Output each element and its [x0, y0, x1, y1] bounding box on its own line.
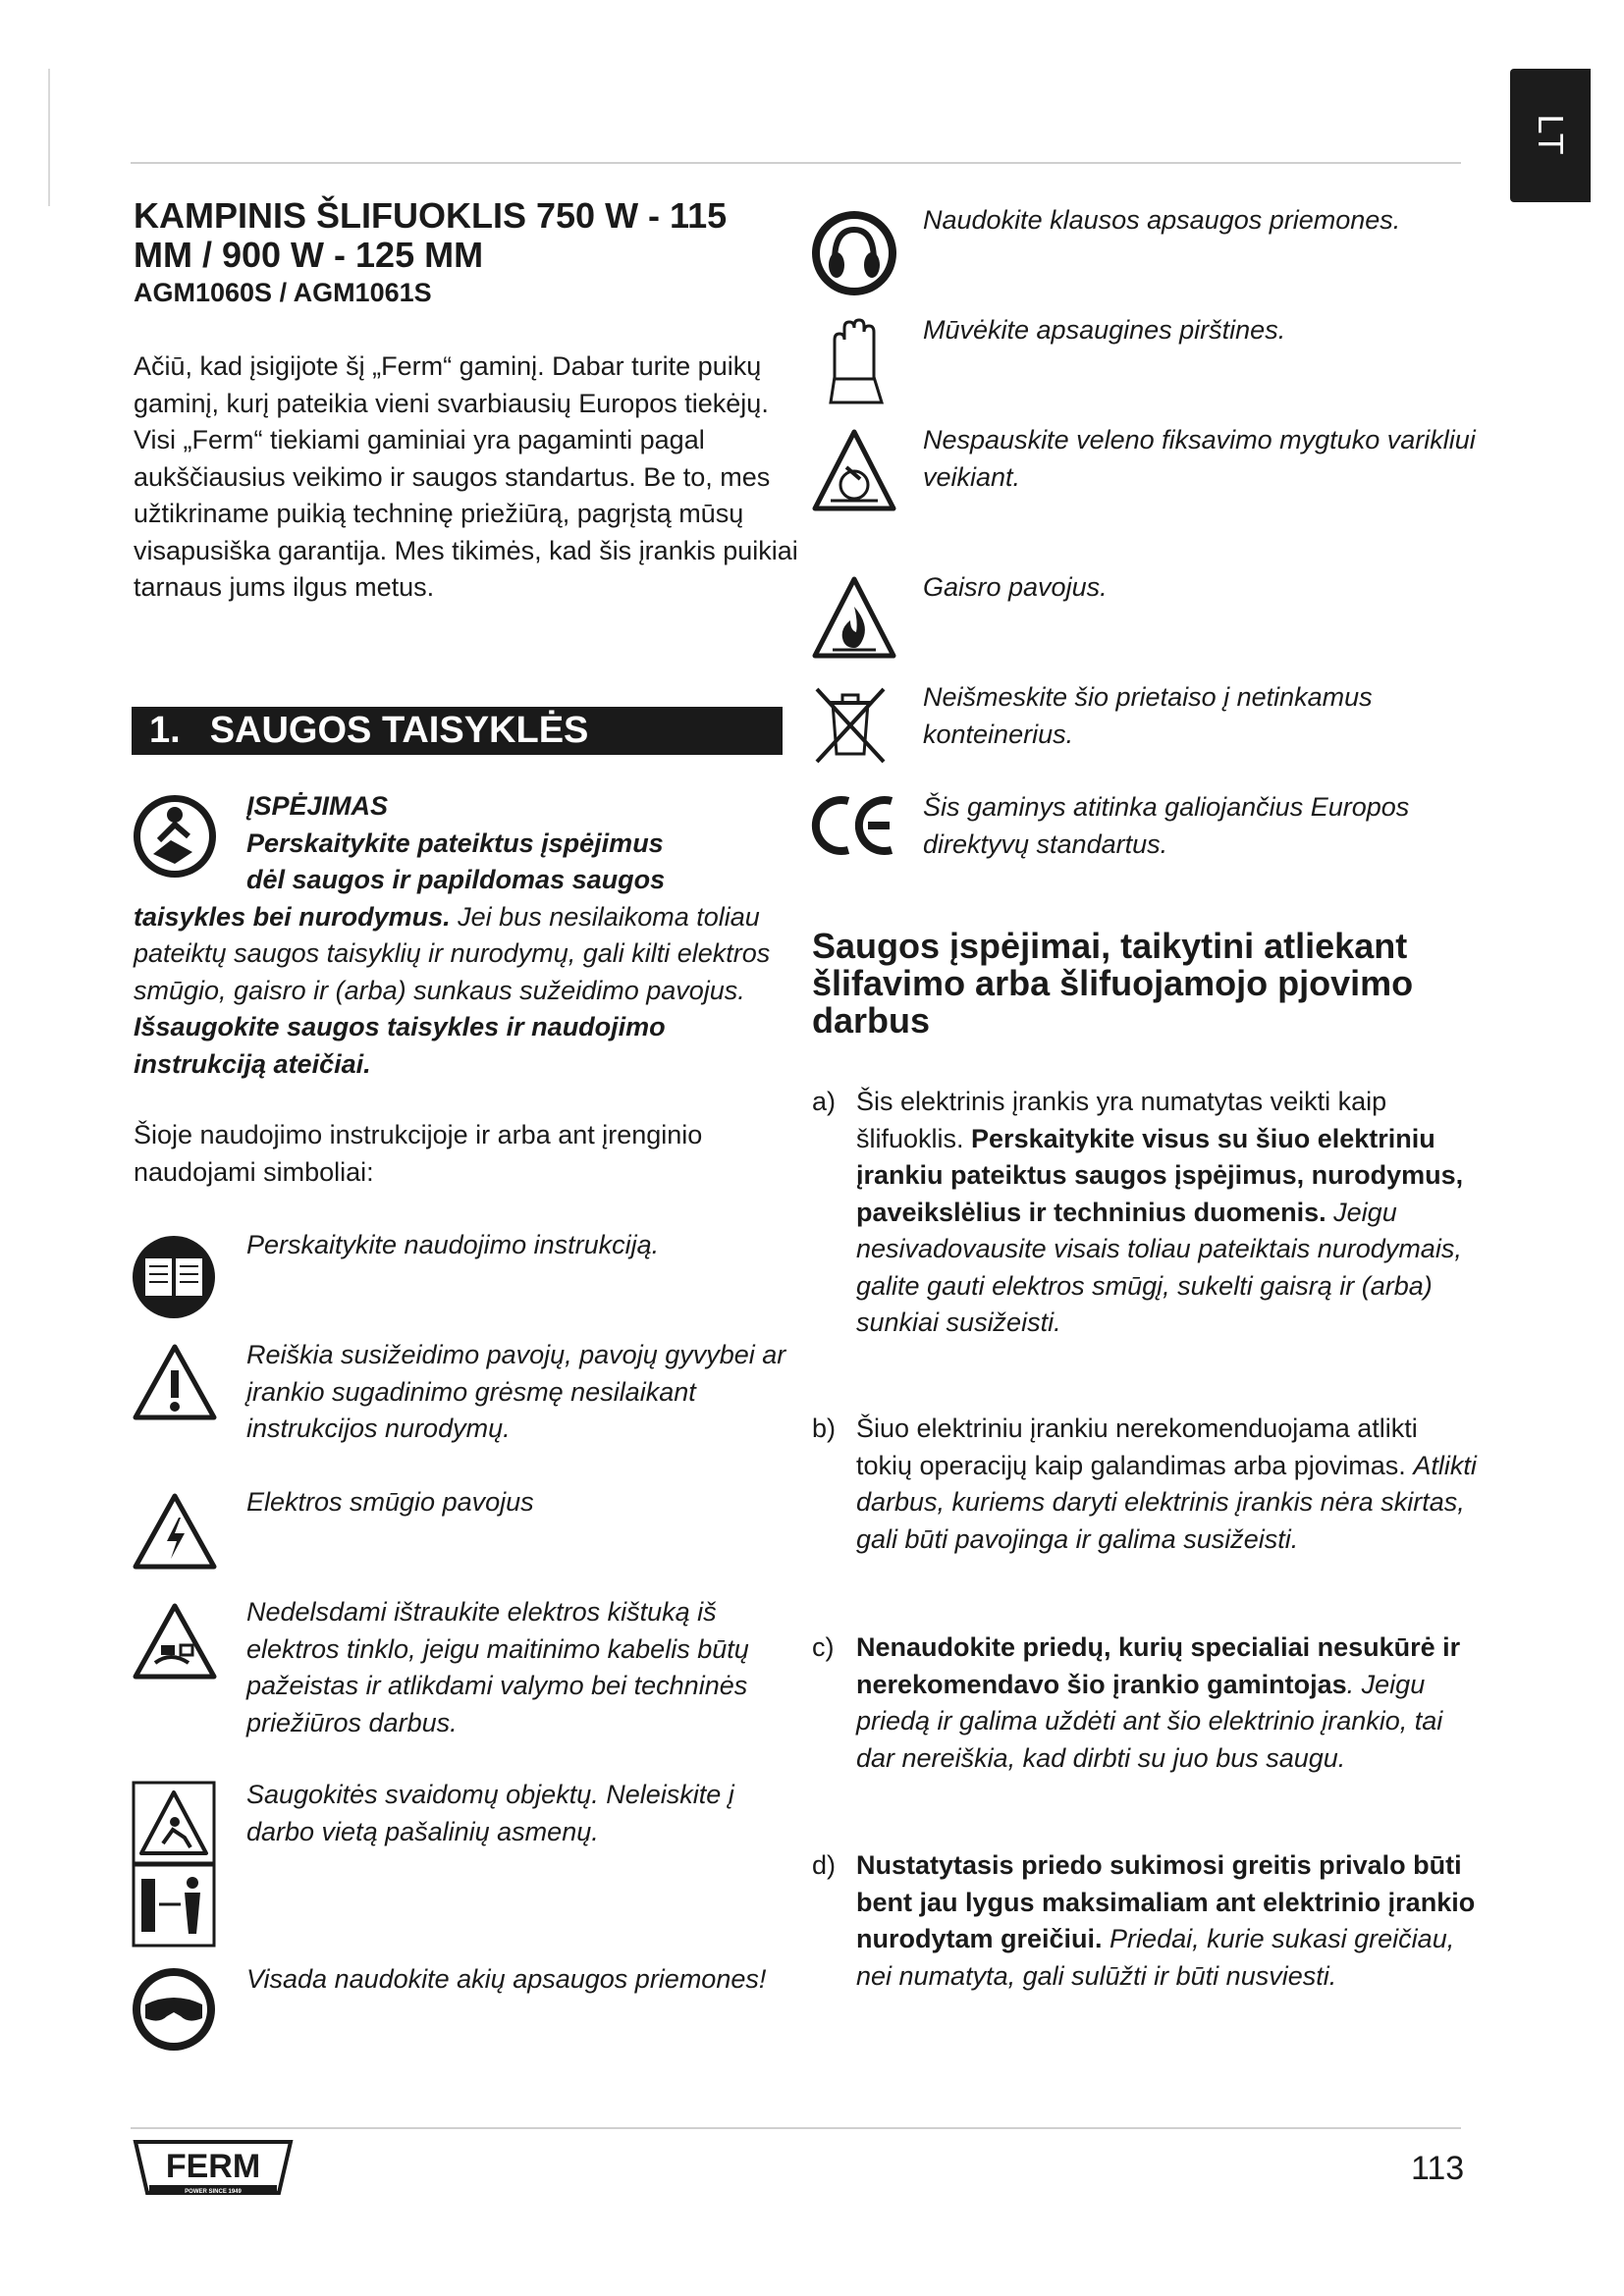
symbol-text-spindle: Nespauskite veleno fiksavimo mygtuko varikliui veikiant. [923, 425, 1476, 492]
eye-protection-icon [132, 1967, 216, 2052]
fire-hazard-icon [811, 575, 897, 660]
symbol-text-flying: Saugokitės svaidomų objektų. Neleiskite į darbo vietą pašalinių asmenų. [246, 1780, 734, 1846]
ferm-logo [132, 2138, 295, 2201]
page-title: KAMPINIS ŠLIFUOKLIS 750 W - 115 MM / 900 W - 125 MM [134, 195, 728, 275]
symbol-text-bin: Neišmeskite šio prietaiso į netinkamus konteinerius. [923, 682, 1373, 749]
model-numbers: AGM1060S / AGM1061S [134, 278, 432, 307]
warning-body: Jei bus nesilaikoma toliau pateiktų saugos taisyklių ir nurodymų, gali kilti elektros smūgio, gaisro ir (arba) sunkaus sužeidimo pavojus. [134, 901, 771, 1005]
electric-shock-icon [132, 1492, 218, 1571]
list-item-b: b) Šiuo elektriniu įrankiu nerekomenduojama atlikti tokių operacijų kaip galandimas arba pjovimas. Atlikti darbus, kuriems daryti elektrinis įrankis nėra skirtas, gali būti pavojinga ir galima susižeisti. [812, 1411, 1480, 1558]
crossed-bin-icon [811, 685, 890, 766]
gloves-icon [821, 318, 890, 406]
warning-block [134, 788, 801, 1083]
warning-line-3: taisykles bei nurodymus. [134, 901, 451, 932]
section-number: 1. [149, 710, 181, 751]
flying-objects-icon [132, 1781, 216, 1948]
item-label: b) [812, 1414, 837, 1443]
ce-mark-icon [811, 793, 897, 858]
logo-tagline: POWER SINCE 1949 [185, 2189, 242, 2195]
language-tab [1510, 69, 1591, 202]
symbol-text-warning: Reiškia susižeidimo pavojų, pavojų gyvybei ar įrankio sugadinimo grėsmę nesilaikant instrukcijos nurodymų. [246, 1340, 786, 1443]
logo-text: FERM [165, 2148, 261, 2185]
list-item-c: c) Nenaudokite priedų, kurių specialiai nesukūrė ir nerekomendavo šio įrankio gamintojas. Jeigu priedą ir galima uždėti ant šio elektrinio įrankio, tai dar nereiškia, kad dirbti su juo bus saugu. [812, 1629, 1480, 1777]
symbol-text-gloves: Mūvėkite apsaugines pirštines. [923, 315, 1286, 345]
subheading: Saugos įspėjimai, taikytini atliekant šlifavimo arba šlifuojamojo pjovimo darbus [812, 926, 1414, 1041]
warning-heading: ĮSPĖJIMAS [246, 791, 389, 821]
symbol-text-electric: Elektros smūgio pavojus [246, 1487, 534, 1517]
warning-keep-instructions: Išsaugokite saugos taisykles ir naudojimo instrukciją ateičiai. [134, 1012, 666, 1079]
warning-line-1: Perskaitykite pateiktus įspėjimus [246, 828, 664, 858]
language-code: LT [1531, 114, 1571, 157]
intro-paragraph: Ačiū, kad įsigijote šį „Ferm“ gaminį. Dabar turite puikų gaminį, kurį pateikia vieni svarbiausių Europos tiekėjų. Visi „Ferm“ tiekiami gaminiai yra pagaminti pagal aukščiausius veikimo ir saugos standartus. Be to, mes užtikriname puikią techninę priežiūrą, pagrįstą mūsų visapusiška garantija. Mes tikimės, kad šis įrankis puikiai tarnaus jums ilgus metus. [134, 351, 798, 602]
section-heading [132, 707, 783, 755]
item-label: c) [812, 1632, 835, 1662]
symbol-text-fire: Gaisro pavojus. [923, 572, 1108, 602]
page-number: 113 [1411, 2150, 1465, 2187]
list-item-a: a) Šis elektrinis įrankis yra numatytas veikti kaip šlifuoklis. Perskaitykite visus su šiuo elektriniu įrankiu pateiktus saugos įspėjimus, nurodymus, paveikslėlius ir techninius duomenis. Jeigu nesivadovausite visais toliau pateiktais nurodymais, galite gauti elektros smūgį, sukelti gaisrą ir (arba) sunkiai susižeisti. [812, 1084, 1480, 1342]
unplug-icon [132, 1602, 218, 1681]
symbol-text-unplug: Nedelsdami ištraukite elektros kištuką iš elektros tinklo, jeigu maitinimo kabelis būtų pažeistas ir atlikdami valymo bei techninės priežiūros darbus. [246, 1597, 749, 1737]
symbol-text-ears: Naudokite klausos apsaugos priemones. [923, 205, 1401, 235]
header-rule [131, 162, 1461, 164]
ear-protection-icon [811, 210, 897, 296]
symbols-intro: Šioje naudojimo instrukcijoje ir arba ant įrenginio naudojami simboliai: [134, 1120, 703, 1187]
symbol-text-eyes: Visada naudokite akių apsaugos priemones! [246, 1964, 767, 1994]
item-label: d) [812, 1850, 837, 1880]
list-item-d: d) Nustatytasis priedo sukimosi greitis privalo būti bent jau lygus maksimaliam ant elektrinio įrankio nurodytam greičiui. Priedai, kurie sukasi greičiau, nei numatyta, gali sulūžti ir būti nusviesti. [812, 1847, 1480, 1995]
symbol-text-ce: Šis gaminys atitinka galiojančius Europos direktyvų standartus. [923, 792, 1410, 859]
warning-triangle-icon [132, 1343, 218, 1421]
spindle-lock-warning-icon [811, 428, 897, 512]
footer-rule [131, 2127, 1461, 2129]
symbol-text-manual: Perskaitykite naudojimo instrukciją. [246, 1230, 660, 1259]
section-title: SAUGOS TAISYKLĖS [209, 710, 589, 751]
item-label: a) [812, 1087, 837, 1116]
manual-icon [132, 1235, 216, 1319]
margin-line [48, 69, 50, 206]
warning-line-2: dėl saugos ir papildomas saugos [246, 865, 666, 894]
